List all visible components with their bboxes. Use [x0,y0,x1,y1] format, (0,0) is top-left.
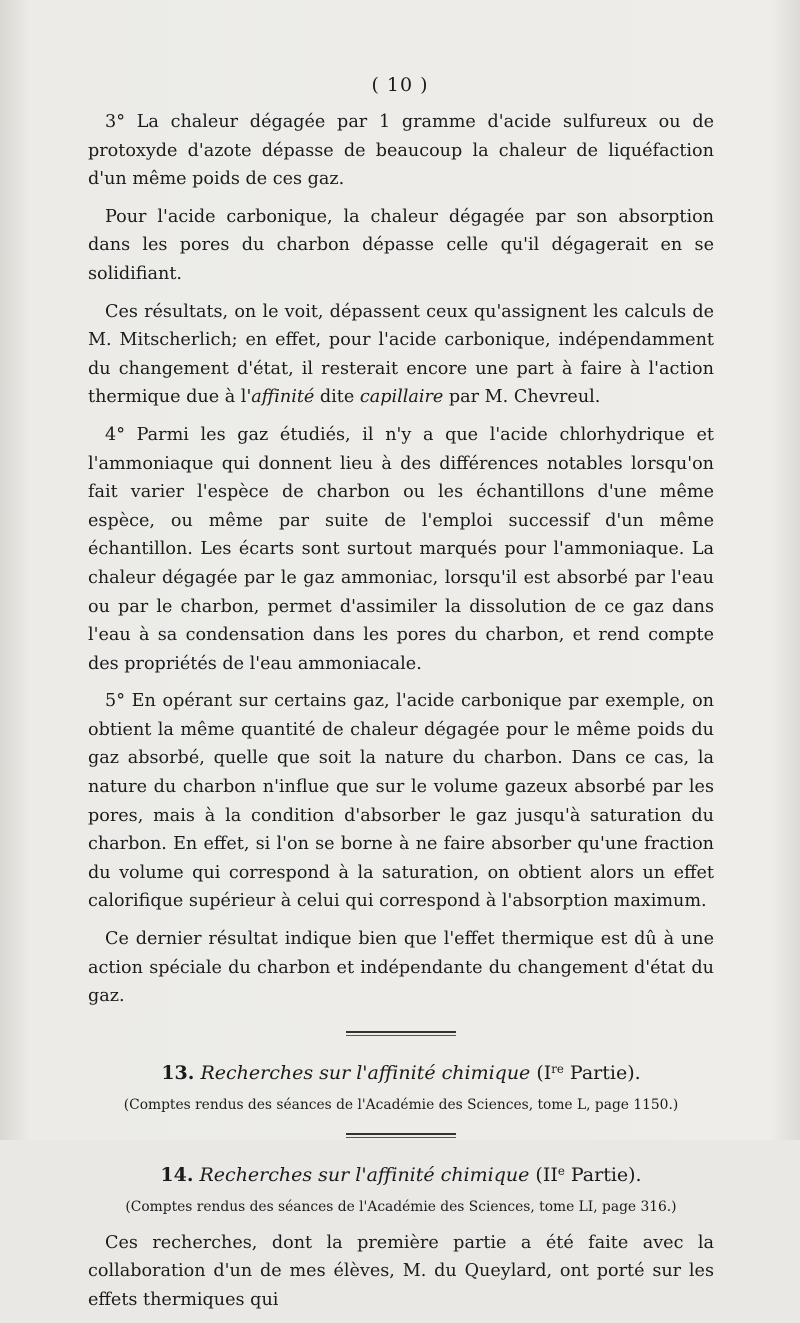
section-divider [346,1031,456,1033]
section-heading-14 [88,1157,714,1189]
section-part-close: Partie). [563,1061,641,1084]
text-run: dite [314,387,360,408]
paragraph-point-4: 4° Parmi les gaz étudiés, il n'y a que l'acide chlorhydrique et l'ammoniaque qui donnent lieu à des différences notables lorsqu'on fait varier l'espèce de charbon ou les échantillons d'une même espèce, ou même par suite de l'emploi successif d'un même échantillon. Les écarts sont surtout marqués pour l'ammoniaque. La chaleur dégagée par le gaz ammoniac, lorsqu'il est absorbé par l'eau ou par le charbon, permet d'assimiler la dissolution de ce gaz dans l'eau à sa condensation dans les pores du charbon, et rend compte des propriétés de l'eau ammoniacale. [88,424,714,674]
emphasis-affinite: affinité [251,387,315,408]
section-part: (II [529,1163,558,1186]
text-run: Ces résultats, on le voit, dépassent ceux qu'assignent les calculs de M. Mitscherlich; en effet, pour l'acide carbonique, indépendamment du changement d'état, il resterait encore une part à faire à l'action thermique due à l' [88,301,714,408]
section-title: Recherches sur l'affinité chimique [199,1163,530,1186]
page-number: ( 10 ) [371,74,429,96]
section-part: (I [530,1061,552,1084]
section-part-sup: e [557,1163,565,1178]
section-divider [346,1133,456,1135]
paragraph-point-3: 3° La chaleur dégagée par 1 gramme d'acide sulfureux ou de protoxyde d'azote dépasse de beaucoup la chaleur de liquéfaction d'un même poids de ces gaz. [88,112,714,190]
section-title: Recherches sur l'affinité chimique [200,1061,531,1084]
paragraph-carbonic-acid: Pour l'acide carbonique, la chaleur dégagée par son absorption dans les pores du charbon dépasse celle qu'il dégagerait en se solidifiant. [88,206,714,284]
section-part-sup: re [551,1061,564,1076]
paragraph-results [88,298,714,412]
section-number: 13. [161,1061,195,1084]
section-source: (Comptes rendus des séances de l'Académie des Sciences, tome LI, page 316.) [125,1198,677,1215]
section-source: (Comptes rendus des séances de l'Académie des Sciences, tome L, page 1150.) [123,1096,679,1113]
text-run: par M. Chevreul. [443,387,601,408]
section-part-close: Partie). [564,1163,642,1186]
paragraph-conclusion: Ce dernier résultat indique bien que l'effet thermique est dû à une action spéciale du charbon et indépendante du changement d'état du gaz. [88,929,714,1007]
paragraph-final: Ces recherches, dont la première partie a été faite avec la collaboration d'un de mes élèves, M. du Queylard, ont porté sur les effets thermiques qui [88,1232,714,1310]
paragraph-point-5: 5° En opérant sur certains gaz, l'acide carbonique par exemple, on obtient la même quantité de chaleur dégagée pour le même poids du gaz absorbé, quelle que soit la nature du charbon. Dans ce cas, la nature du charbon n'influe que sur le volume gazeux absorbé par les pores, mais à la condition d'absorber le gaz jusqu'à saturation du charbon. En effet, si l'on se borne à ne faire absorber qu'une fraction du volume qui correspond à la saturation, on obtient alors un effet calorifique supérieur à celui qui correspond à l'absorption maximum. [88,691,714,912]
section-heading-13 [88,1055,714,1087]
emphasis-capillaire: capillaire [359,387,444,408]
section-number: 14. [160,1163,194,1186]
body-text [88,108,714,1323]
